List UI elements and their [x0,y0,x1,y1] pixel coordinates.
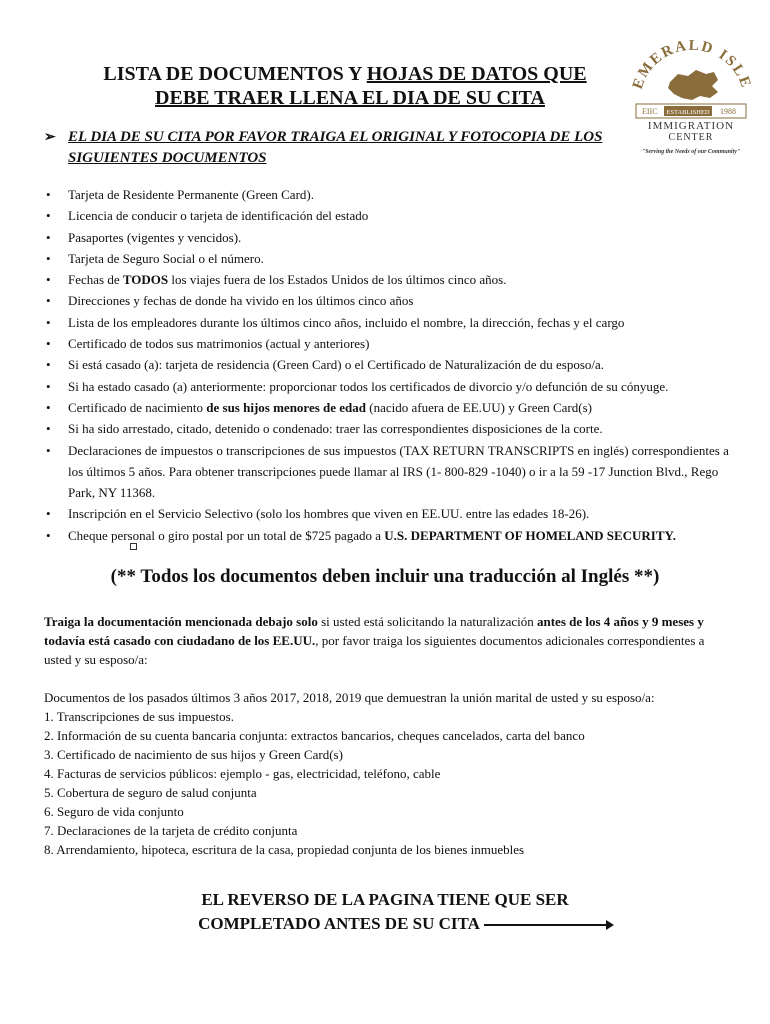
item-bold-text: TODOS [122,272,169,288]
logo-line1: IMMIGRATION [647,120,735,132]
item-bold-text: de sus hijos menores de edad [206,399,367,415]
document-list-item [44,248,744,269]
title-line1-underlined: HOJAS DE DATOS QUE [366,63,587,85]
marital-item: 6. Seguro de vida conjunto [44,804,184,819]
para-bold-1: Traiga la documentación mencionada debajo solo [44,614,318,629]
marital-item: 2. Información de su cuenta bancaria conjunta: extractos bancarios, cheques cancelados, carta del banco [44,728,585,743]
arrow-bullet-icon: ➢ [44,130,56,145]
item-text: Inscripción en el Servicio Selectivo (solo los hombres que viven en EE.UU. entre las edades 18-26). [68,506,590,522]
title-line1-prefix: LISTA DE DOCUMENTOS Y [103,63,367,85]
right-arrow-icon [484,924,612,926]
map-silhouette [668,70,718,100]
document-list-item [44,227,744,248]
footer-line2: COMPLETADO ANTES DE SU CITA [198,914,480,933]
document-list-item [44,376,744,397]
document-list-item [44,205,744,226]
document-list-item [44,503,744,524]
item-text: Lista de los empleadores durante los últimos cinco años, incluido el nombre, la dirección, fechas y el cargo [68,314,625,330]
marital-item: 4. Facturas de servicios públicos: ejemplo - gas, electricidad, teléfono, cable [44,766,441,781]
intro-text: EL DIA DE SU CITA POR FAVOR TRAIGA EL ORIGINAL Y FOTOCOPIA DE LOS SIGUIENTES DOCUMENTOS [68,129,603,166]
document-list-item [44,269,744,290]
logo-year: 1988 [720,107,736,116]
footer-notice [0,888,770,936]
item-text: Si ha estado casado (a) anteriormente: proporcionar todos los certificados de divorcio y/o defunción de su cónyuge. [68,378,669,394]
item-text: Direcciones y fechas de donde ha vivido en los últimos cinco años [68,293,414,309]
document-list-item [44,184,744,205]
document-list-item [44,333,744,354]
marital-item: 8. Arrendamiento, hipoteca, escritura de la casa, propiedad conjunta de los bienes inmuebles [44,842,525,857]
document-list-item [44,397,744,418]
marital-item: 1. Transcripciones de sus impuestos. [44,709,234,724]
footer-line1: EL REVERSO DE LA PAGINA TIENE QUE SER [201,890,569,909]
item-text: Certificado de nacimiento [68,399,207,415]
para-bold-2: antes de los 4 años y 9 meses y todavía está casado con ciudadano de los EE.UU. [44,614,704,648]
document-list-item [44,290,744,311]
document-list [44,184,744,546]
document-list-item [44,525,744,546]
marital-item: 3. Certificado de nacimiento de sus hijos y Green Card(s) [44,747,343,762]
marital-item: 5. Cobertura de seguro de salud conjunta [44,785,257,800]
item-text: Declaraciones de impuestos o transcripciones de sus impuestos (TAX RETURN TRANSCRIPTS en inglés) correspondientes a los últimos 5 años. Para obtener transcripciones puede llamar al IRS (1- 800-829 -1040) o ir a la 59 -17 Junction Blvd., Rego Park, NY 11368. [68,442,729,501]
item-text: Tarjeta de Seguro Social o el número. [68,250,264,266]
item-text: Certificado de todos sus matrimonios (actual y anteriores) [68,336,370,352]
translation-notice: (** Todos los documentos deben incluir una traducción al Inglés **) [110,566,660,587]
title-line2: DEBE TRAER LLENA EL DIA DE SU CITA [155,87,545,109]
document-list-item [44,440,744,504]
item-text: Licencia de conducir o tarjeta de identificación del estado [68,208,369,224]
marital-documents [44,688,734,859]
item-text: Fechas de [68,272,123,288]
logo-line2: CENTER [668,132,714,143]
marital-heading: Documentos de los pasados últimos 3 años 2017, 2018, 2019 que demuestran la unión marital de usted y su esposo/a: [44,690,655,705]
naturalization-paragraph [44,612,714,669]
item-text: Pasaportes (vigentes y vencidos). [68,229,242,245]
item-text: Si está casado (a): tarjeta de residencia (Green Card) o el Certificado de Naturalización de du esposo/a. [68,357,605,373]
logo-tagline: "Serving the Needs of our Community" [641,149,741,155]
logo-established: ESTABLISHED [666,109,710,116]
emerald-isle-logo [626,40,756,158]
document-list-item [44,418,744,439]
logo-arc-text: EMERALD ISLE [629,40,755,92]
item-text: Cheque personal o giro postal por un total de $725 pagado a [68,527,385,543]
logo-left-badge: EIIC [642,107,658,116]
item-text-post: (nacido afuera de EE.UU) y Green Card(s) [366,399,592,415]
para-text-1: si usted está solicitando la naturalización [317,614,537,629]
item-text-post: los viajes fuera de los Estados Unidos de los últimos cinco años. [168,272,507,288]
item-bold-text: U.S. DEPARTMENT OF HOMELAND SECURITY. [384,527,676,543]
document-list-item [44,312,744,333]
item-text: Si ha sido arrestado, citado, detenido o condenado: traer las correspondientes disposiciones de la corte. [68,421,603,437]
document-list-item [44,354,744,375]
intro-instruction [44,127,624,169]
small-square-mark [130,543,137,550]
logo-graphic [626,40,756,158]
item-text: Tarjeta de Residente Permanente (Green Card). [68,187,314,202]
page-title [0,62,690,110]
marital-item: 7. Declaraciones de la tarjeta de crédito conjunta [44,823,298,838]
para-text-2: , por favor traiga los siguientes documentos adicionales correspondientes a usted y su esposo/a: [44,633,705,667]
